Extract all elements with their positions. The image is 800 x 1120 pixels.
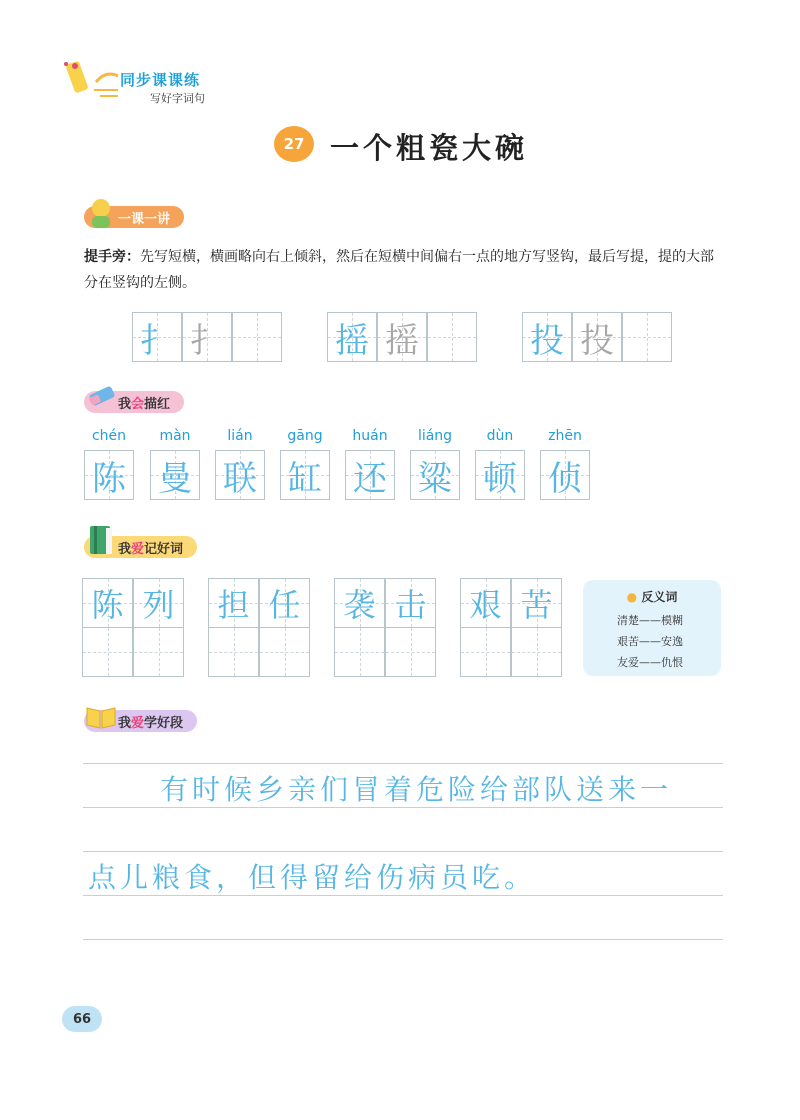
label-highlight: 爱 bbox=[131, 541, 145, 557]
example-cell-blank[interactable] bbox=[427, 312, 477, 362]
trace-cell[interactable] bbox=[280, 450, 330, 500]
eraser-icon bbox=[86, 382, 118, 412]
word-cell bbox=[385, 578, 436, 628]
antonym-pair: 艰苦——安逸 bbox=[617, 635, 683, 648]
stroke-rule-text bbox=[84, 244, 724, 296]
trace-char: 联 bbox=[223, 458, 257, 499]
word-char: 击 bbox=[394, 586, 427, 624]
example-cell-model bbox=[132, 312, 182, 362]
example-cell-model bbox=[522, 312, 572, 362]
word-blank-cell[interactable] bbox=[133, 627, 184, 677]
brand-title: 同步课课练 bbox=[120, 71, 201, 89]
paragraph-line-2: 点儿粮食，但得留给伤病员吃。 bbox=[88, 861, 537, 894]
trace-cell[interactable] bbox=[475, 450, 525, 500]
word-blank-cell[interactable] bbox=[208, 627, 259, 677]
writing-line bbox=[83, 939, 723, 940]
open-book-icon bbox=[84, 702, 118, 730]
word-char: 艰 bbox=[469, 586, 502, 624]
trace-char: 粱 bbox=[418, 458, 452, 499]
label-highlight: 爱 bbox=[131, 715, 145, 731]
word-cell bbox=[133, 578, 184, 628]
word-char: 任 bbox=[268, 586, 301, 624]
rule-term: 提手旁： bbox=[84, 249, 140, 265]
example-cell-trace bbox=[572, 312, 622, 362]
writing-line bbox=[83, 895, 723, 896]
pinyin-label: màn bbox=[159, 428, 191, 444]
word-cell bbox=[511, 578, 562, 628]
rule-description: 先写短横，横画略向右上倾斜，然后在短横中间偏右一点的地方写竖钩，最后写提，提的大部分在竖钩的左侧。 bbox=[84, 249, 714, 291]
paragraph-line-1: 有时候乡亲们冒着危险给部队送来一 bbox=[160, 773, 673, 806]
brand-subtitle: 写好字词句 bbox=[150, 92, 205, 105]
antonym-pair: 友爱——仇恨 bbox=[617, 656, 683, 669]
word-blank-cell[interactable] bbox=[334, 627, 385, 677]
example-model-char: 扌 bbox=[140, 320, 174, 361]
writing-line bbox=[83, 763, 723, 764]
book-icon bbox=[86, 522, 116, 558]
antonym-pair: 清楚——模糊 bbox=[617, 614, 683, 627]
antonym-title-text: 反义词 bbox=[641, 590, 678, 604]
antonym-box bbox=[583, 580, 721, 676]
example-cell-trace bbox=[377, 312, 427, 362]
word-char: 苦 bbox=[520, 586, 553, 624]
writing-line bbox=[83, 851, 723, 852]
word-blank-cell[interactable] bbox=[385, 627, 436, 677]
pencil-mascot-icon bbox=[62, 52, 122, 102]
example-trace-char: 投 bbox=[580, 320, 614, 361]
word-blank-cell[interactable] bbox=[82, 627, 133, 677]
page-number: 66 bbox=[62, 1006, 102, 1032]
word-cell bbox=[334, 578, 385, 628]
label-prefix: 我 bbox=[118, 396, 132, 412]
pinyin-label: dùn bbox=[486, 428, 514, 444]
trace-char: 陈 bbox=[92, 458, 126, 499]
trace-cell[interactable] bbox=[540, 450, 590, 500]
word-blank-cell[interactable] bbox=[511, 627, 562, 677]
label-suffix: 描红 bbox=[144, 396, 171, 412]
word-char: 陈 bbox=[91, 586, 124, 624]
example-cell-model bbox=[327, 312, 377, 362]
word-char: 袭 bbox=[343, 586, 376, 624]
pinyin-label: liáng bbox=[417, 428, 453, 444]
label-prefix: 我 bbox=[118, 541, 132, 557]
label-prefix: 我 bbox=[118, 715, 132, 731]
trace-cell[interactable] bbox=[150, 450, 200, 500]
trace-char: 顿 bbox=[483, 458, 517, 499]
pinyin-label: lián bbox=[227, 428, 253, 444]
antonym-title bbox=[583, 588, 721, 605]
word-blank-cell[interactable] bbox=[460, 627, 511, 677]
word-blank-cell[interactable] bbox=[259, 627, 310, 677]
example-trace-char: 摇 bbox=[385, 320, 419, 361]
pinyin-label: gāng bbox=[287, 428, 323, 444]
writing-line bbox=[83, 807, 723, 808]
pinyin-label: huán bbox=[352, 428, 388, 444]
example-model-char: 摇 bbox=[335, 320, 369, 361]
word-cell bbox=[259, 578, 310, 628]
word-char: 担 bbox=[217, 586, 250, 624]
example-cell-blank[interactable] bbox=[622, 312, 672, 362]
example-trace-char: 扌 bbox=[190, 320, 224, 361]
label-suffix: 记好词 bbox=[144, 541, 184, 557]
label-suffix: 学好段 bbox=[144, 715, 184, 731]
pinyin-label: chén bbox=[91, 428, 127, 444]
word-cell bbox=[208, 578, 259, 628]
word-cell bbox=[82, 578, 133, 628]
trace-cell[interactable] bbox=[215, 450, 265, 500]
word-cell bbox=[460, 578, 511, 628]
section-label-text: 一课一讲 bbox=[118, 211, 171, 227]
trace-cell[interactable] bbox=[345, 450, 395, 500]
lightbulb-icon: ● bbox=[626, 590, 638, 604]
trace-char: 缸 bbox=[288, 458, 322, 499]
lesson-number-badge: 27 bbox=[274, 126, 314, 162]
trace-char: 还 bbox=[353, 458, 387, 499]
trace-cell[interactable] bbox=[410, 450, 460, 500]
example-cell-blank[interactable] bbox=[232, 312, 282, 362]
lesson-title: 一个粗瓷大碗 bbox=[330, 131, 529, 165]
student-avatar-icon bbox=[86, 196, 116, 230]
trace-char: 曼 bbox=[158, 458, 192, 499]
trace-char: 侦 bbox=[548, 458, 582, 499]
trace-cell[interactable] bbox=[84, 450, 134, 500]
example-model-char: 投 bbox=[530, 320, 564, 361]
example-cell-trace bbox=[182, 312, 232, 362]
word-char: 列 bbox=[142, 586, 175, 624]
pinyin-label: zhēn bbox=[548, 428, 582, 444]
label-highlight: 会 bbox=[131, 396, 145, 412]
